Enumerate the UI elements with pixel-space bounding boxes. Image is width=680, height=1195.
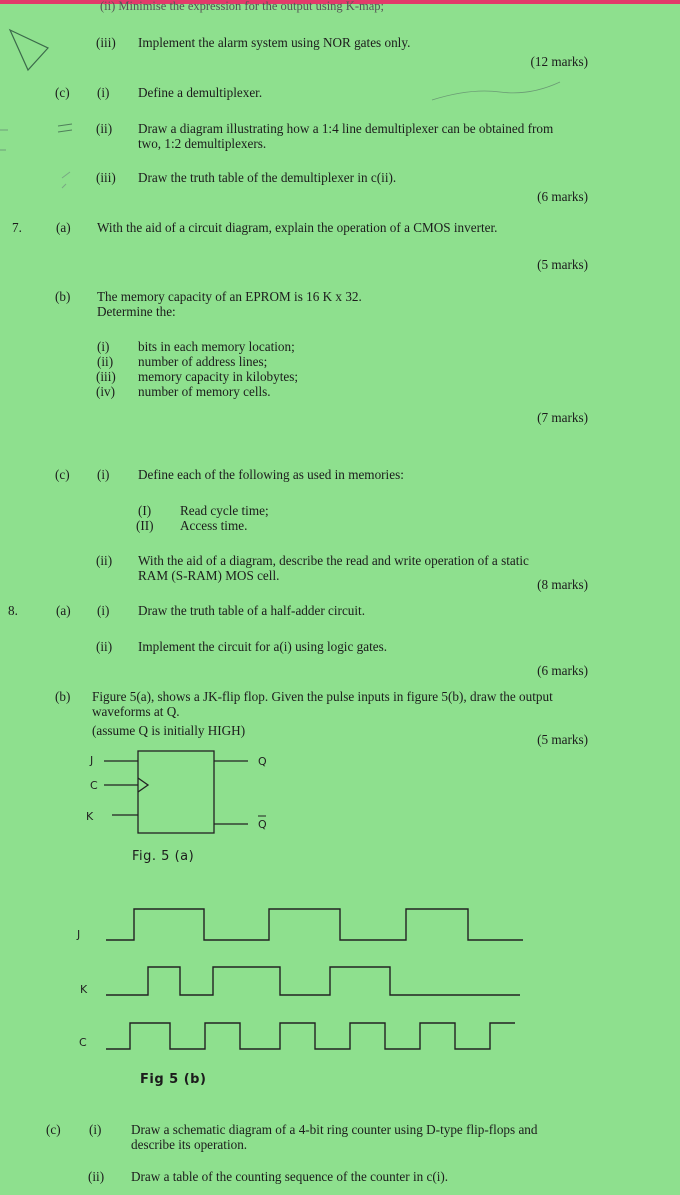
signal-j-label: J xyxy=(77,928,81,941)
label-a: (a) xyxy=(56,603,71,618)
question-number-8: 8. xyxy=(8,603,18,618)
marks: (7 marks) xyxy=(537,410,588,425)
label-c: (c) xyxy=(55,467,70,482)
label-ii: (ii) xyxy=(96,553,113,568)
label-II: (II) xyxy=(136,518,154,533)
item-memory-cells: number of memory cells. xyxy=(138,384,271,399)
marks: (5 marks) xyxy=(537,257,588,272)
waveform-k xyxy=(106,967,520,995)
marks: (12 marks) xyxy=(530,54,588,69)
label-c: (c) xyxy=(46,1122,61,1137)
item-ring-counter-cont: describe its operation. xyxy=(131,1137,248,1152)
figure-5b-caption: Fig 5 (b) xyxy=(140,1072,207,1087)
signal-c-label: C xyxy=(79,1036,87,1049)
label-i: (i) xyxy=(97,467,110,482)
label-c: (c) xyxy=(55,85,70,100)
item-define-demux: Define a demultiplexer. xyxy=(138,85,263,100)
item-jk-flipflop: Figure 5(a), shows a JK-flip flop. Given the pulse inputs in figure 5(b), draw the output xyxy=(92,689,553,704)
label-iii: (iii) xyxy=(96,170,116,185)
label-b: (b) xyxy=(55,689,71,704)
label-I: (I) xyxy=(138,503,152,518)
item-counting-sequence: Draw a table of the counting sequence of the counter in c(i). xyxy=(131,1169,449,1184)
item-demux-diagram-cont: two, 1:2 demultiplexers. xyxy=(138,136,267,151)
label-ii: (ii) xyxy=(97,354,114,369)
item-sram-cell-cont: RAM (S-RAM) MOS cell. xyxy=(138,568,280,583)
label-iii: (iii) xyxy=(96,35,116,50)
marks: (8 marks) xyxy=(537,577,588,592)
label-iv: (iv) xyxy=(96,384,116,399)
question-number-7: 7. xyxy=(12,220,22,235)
pin-k-label: K xyxy=(86,810,94,823)
waveform-j xyxy=(106,909,523,940)
marks: (5 marks) xyxy=(537,732,588,747)
marks: (6 marks) xyxy=(537,189,588,204)
signal-k-label: K xyxy=(80,983,88,996)
marks: (6 marks) xyxy=(537,663,588,678)
label-a: (a) xyxy=(56,220,71,235)
item-demux-truth-table: Draw the truth table of the demultiplexer in c(ii). xyxy=(138,170,397,185)
pin-c-label: C xyxy=(90,779,98,792)
cut-off-line: (ii) Minimise the expression for the output using K-map; xyxy=(100,0,384,13)
item-half-adder-table: Draw the truth table of a half-adder circuit. xyxy=(138,603,366,618)
label-i: (i) xyxy=(89,1122,102,1137)
label-b: (b) xyxy=(55,289,71,304)
label-i: (i) xyxy=(97,85,110,100)
margin-pen-marks xyxy=(0,0,140,200)
figure-5a-caption: Fig. 5 (a) xyxy=(132,849,195,864)
item-ring-counter: Draw a schematic diagram of a 4-bit ring counter using D-type flip-flops and xyxy=(131,1122,538,1137)
item-access-time: Access time. xyxy=(180,518,248,533)
label-i: (i) xyxy=(97,603,110,618)
item-jk-flipflop-cont: waveforms at Q. xyxy=(92,704,180,719)
item-read-cycle: Read cycle time; xyxy=(180,503,269,518)
item-alarm-nor: Implement the alarm system using NOR gates only. xyxy=(138,35,411,50)
pin-qbar-label: Q xyxy=(258,818,267,831)
label-ii: (ii) xyxy=(88,1169,105,1184)
label-ii: (ii) xyxy=(96,639,113,654)
item-address-lines: number of address lines; xyxy=(138,354,268,369)
item-cmos-inverter: With the aid of a circuit diagram, explain the operation of a CMOS inverter. xyxy=(97,220,498,235)
pulse-waveforms xyxy=(60,895,540,1065)
waveform-c xyxy=(106,1023,515,1049)
item-determine: Determine the: xyxy=(97,304,176,319)
item-bits-location: bits in each memory location; xyxy=(138,339,295,354)
label-i: (i) xyxy=(97,339,110,354)
item-assume-high: (assume Q is initially HIGH) xyxy=(92,723,246,738)
item-define-memory-terms: Define each of the following as used in memories: xyxy=(138,467,404,482)
jk-flipflop-diagram xyxy=(80,745,280,845)
pin-j-label: J xyxy=(90,754,94,767)
label-ii: (ii) xyxy=(96,121,113,136)
pin-q-label: Q xyxy=(258,755,267,768)
item-half-adder-gates: Implement the circuit for a(i) using logic gates. xyxy=(138,639,388,654)
item-sram-cell: With the aid of a diagram, describe the read and write operation of a static xyxy=(138,553,529,568)
page-pen-scribble xyxy=(430,78,570,108)
item-eprom-capacity: The memory capacity of an EPROM is 16 K x 32. xyxy=(97,289,362,304)
item-capacity-kb: memory capacity in kilobytes; xyxy=(138,369,299,384)
item-demux-diagram: Draw a diagram illustrating how a 1:4 line demultiplexer can be obtained from xyxy=(138,121,554,136)
label-iii: (iii) xyxy=(96,369,116,384)
